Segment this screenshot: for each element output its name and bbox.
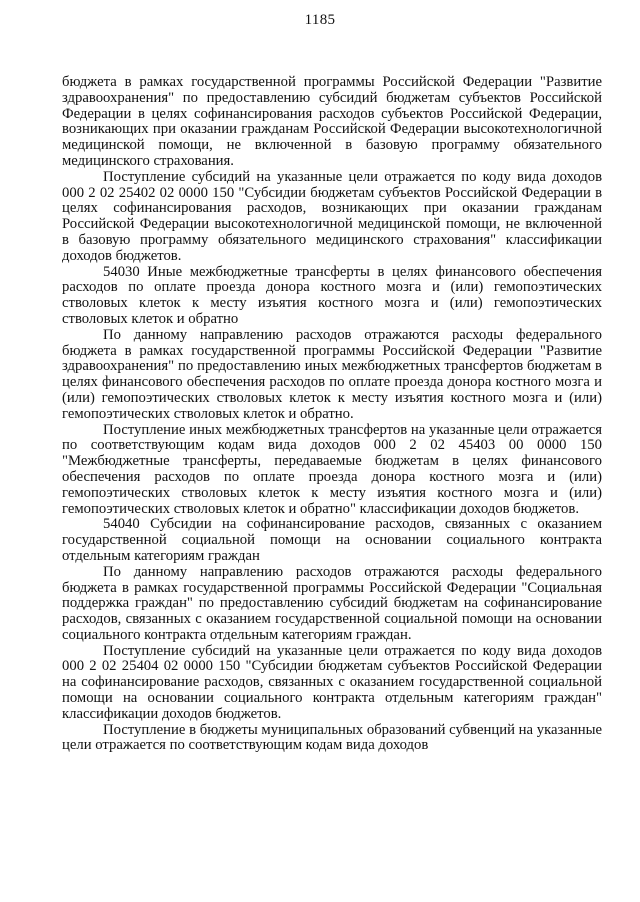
paragraph-transfer-receipt-45403: Поступление иных межбюджетных трансфертов на указанные цели отражается по соответствующим кодам вида доходов 000 2 02 45403 00 0000 150 "Межбюджетные трансферты, передаваемые бюджетам в целях финансового обеспечения расходов по оплате проезда донора костного мозга и (или) гемопоэтических стволовых клеток к месту изъятия костного мозга и (или) гемопоэтических стволовых клеток и обратно" классификации доходов бюджетов. [62,421,602,517]
paragraph-municipal-subventions: Поступление в бюджеты муниципальных образований субвенций на указанные цели отражается по соответствующим кодам вида доходов [62,721,602,754]
paragraph-heading-54040: 54040 Субсидии на софинансирование расходов, связанных с оказанием государственной социальной помощи на основании социального контракта отдельным категориям граждан [62,516,602,564]
paragraph-expenses-54030: По данному направлению расходов отражаются расходы федерального бюджета в рамках государственной программы Российской Федерации "Развитие здравоохранения" по предоставлению иных межбюджетных трансфертов бюджетам в целях финансового обеспечения расходов по оплате проезда донора костного мозга и (или) гемопоэтических стволовых клеток к месту изъятия костного мозга и (или) гемопоэтических стволовых клеток и обратно. [62,326,602,422]
paragraph-heading-54030: 54030 Иные межбюджетные трансферты в целях финансового обеспечения расходов по оплате проезда донора костного мозга и (или) гемопоэтических стволовых клеток к месту изъятия костного мозга и (или) гемопоэтических стволовых клеток и обратно [62,263,602,327]
paragraph-subsidy-receipt-25404: Поступление субсидий на указанные цели отражается по коду вида доходов 000 2 02 25404 02 0000 150 "Субсидии бюджетам субъектов Российской Федерации на софинансирование расходов, связанных с оказанием государственной социальной помощи на основании социального контракта отдельным категориям граждан" классификации доходов бюджетов. [62,642,602,722]
paragraph-subsidy-receipt-25402: Поступление субсидий на указанные цели отражается по коду вида доходов 000 2 02 25402 02 0000 150 "Субсидии бюджетам субъектов Российской Федерации в целях софинансирования расходов, возникающих при оказании гражданам Российской Федерации высокотехнологичной медицинской помощи, не включенной в базовую программу обязательного медицинского страхования" классификации доходов бюджетов. [62,168,602,264]
paragraph-continuation: бюджета в рамках государственной программы Российской Федерации "Развитие здравоохранения" по предоставлению субсидий бюджетам субъектов Российской Федерации в целях софинансирования расходов субъектов Российской Федерации, возникающих при оказании гражданам Российской Федерации высокотехнологичной медицинской помощи, не включенной в базовую программу обязательного медицинского страхования. [62,74,602,169]
page-number: 1185 [304,12,336,28]
paragraph-expenses-54040: По данному направлению расходов отражаются расходы федерального бюджета в рамках государственной программы Российской Федерации "Социальная поддержка граждан" по предоставлению субсидий бюджетам на софинансирование расходов, связанных с оказанием государственной социальной помощи на основании социального контракта отдельным категориям граждан. [62,563,602,643]
document-body [62,75,602,754]
